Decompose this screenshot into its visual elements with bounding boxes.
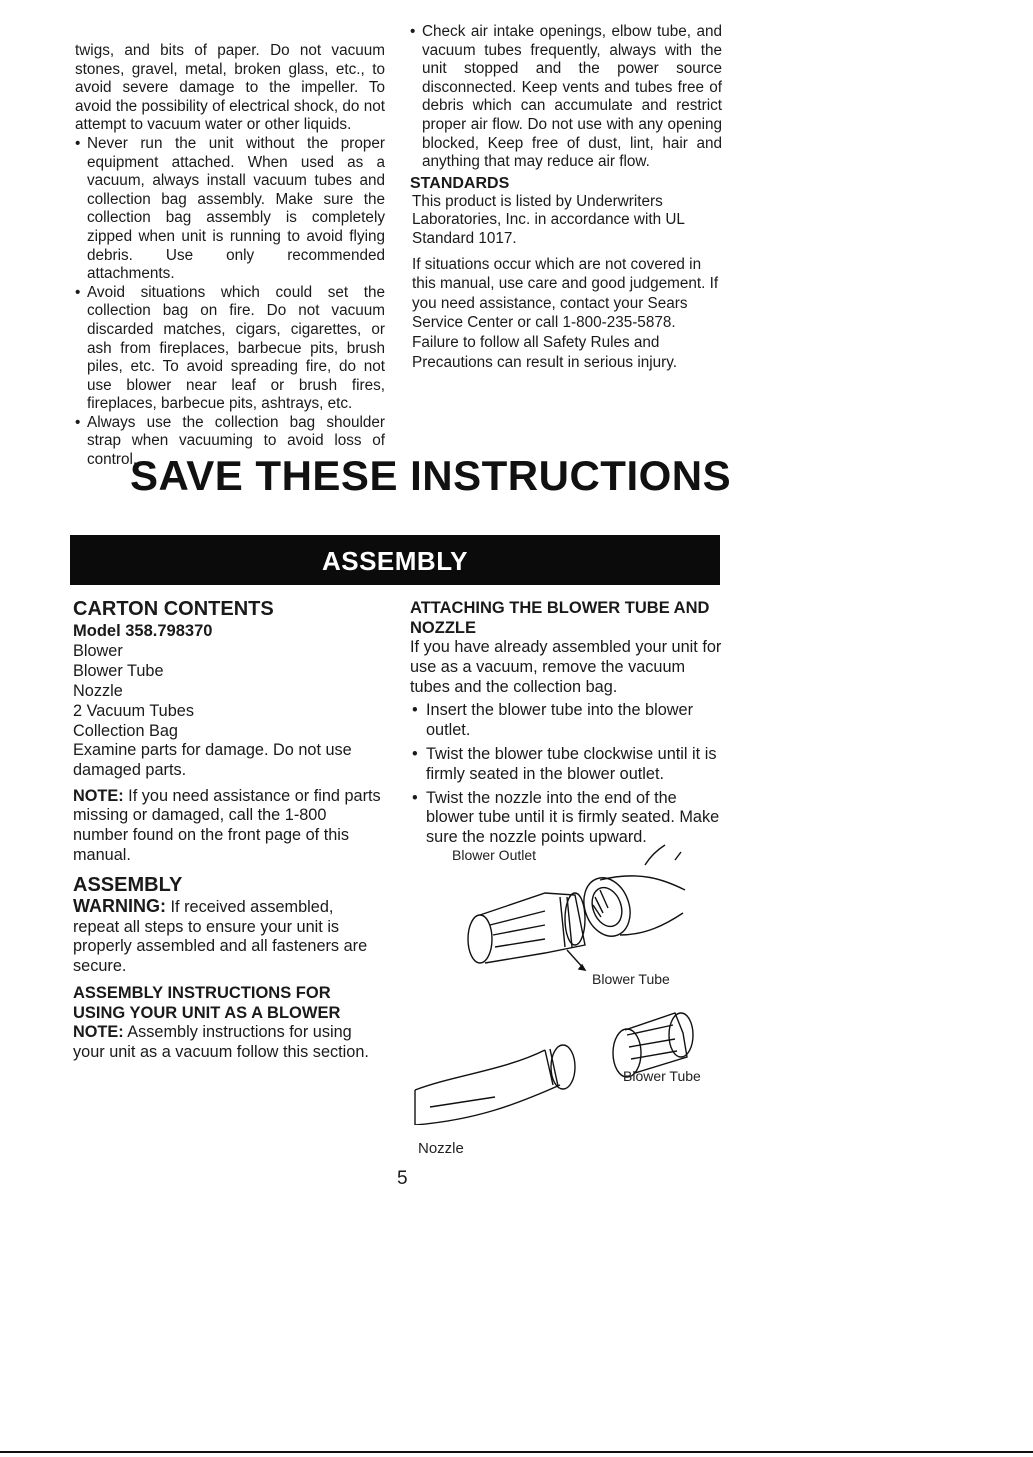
save-instructions-title: SAVE THESE INSTRUCTIONS: [130, 452, 732, 499]
bottom-rule: [0, 1451, 1033, 1453]
blower-tube-label-lower: Blower Tube: [623, 1068, 701, 1084]
carton-item: Blower: [73, 642, 123, 660]
page-number: 5: [397, 1168, 408, 1189]
assembly-note: [73, 1023, 383, 1063]
attaching-intro: If you have already assembled your unit for use as a vacuum, remove the vacuum tubes and the collection bag.: [410, 638, 722, 696]
assembly-heading: ASSEMBLY: [73, 873, 183, 896]
attaching-heading: ATTACHING THE BLOWER TUBE AND NOZZLE: [410, 599, 710, 637]
note-text: Assembly instructions for using your unit as a vacuum follow this section.: [73, 1022, 369, 1061]
safety-bullet: • Never run the unit without the proper equipment attached. When used as a vacuum, always install vacuum tubes and collection bag assembly. Make sure the collection bag assembly is completely zipped when unit is running to avoid flying debris. Use only recommended attachments.: [75, 135, 385, 284]
blower-outlet-drawing: [576, 845, 685, 943]
safety-bullet: • Avoid situations which could set the collection bag on fire. Do not vacuum discarded matches, cigars, cigarettes, or ash from fireplaces, barbecue pits, brush piles, etc. To avoid spreading fire, do not use blower near leaf or brush fires, fireplaces, barbecue pits, ashtrays, etc.: [75, 284, 385, 414]
assembly-warning: [73, 897, 383, 977]
blower-outlet-label: Blower Outlet: [452, 847, 537, 863]
attaching-step: • Insert the blower tube into the blower outlet.: [410, 701, 722, 741]
attaching-steps: [410, 701, 722, 848]
warning-label: WARNING:: [73, 895, 166, 916]
blower-instructions-heading: ASSEMBLY INSTRUCTIONS FOR USING YOUR UNIT AS A BLOWER: [73, 983, 341, 1022]
blower-tube-label: Blower Tube: [592, 971, 670, 987]
carton-contents-section: [73, 598, 383, 1063]
safety-bullet-list: [75, 135, 385, 470]
warning-text: If received assembled, repeat all steps to ensure your unit is properly assembled and all fasteners are secure.: [73, 897, 368, 976]
standards-heading: STANDARDS: [410, 174, 510, 192]
note-label: NOTE:: [73, 1022, 124, 1041]
assembly-banner: ASSEMBLY: [70, 535, 720, 585]
attaching-step: • Twist the blower tube clockwise until it is firmly seated in the blower outlet.: [410, 745, 722, 785]
carton-item: Blower Tube: [73, 662, 164, 680]
carton-note: [73, 787, 383, 866]
safety-paragraph: twigs, and bits of paper. Do not vacuum stones, gravel, metal, broken glass, etc., to avoid severe damage to the impeller. To avoid the possibility of electrical shock, do not attempt to vacuum water or other liquids.: [75, 42, 385, 134]
carton-item: 2 Vacuum Tubes: [73, 702, 194, 720]
safety-bullet: • Check air intake openings, elbow tube, and vacuum tubes frequently, always with the unit stopped and the power source disconnected. Keep vents and tubes free of debris which can accumulate and restrict proper air flow. Do not use with any opening blocked, Keep free of dust, lint, hair and anything that may reduce air flow.: [410, 23, 722, 172]
standards-text: This product is listed by Underwriters Laboratories, Inc. in accordance with UL Standard 1017.: [412, 192, 685, 247]
situations-text: If situations occur which are not covered in this manual, use care and good judgement. If you need assistance, contact your Sears Service Center or call 1-800-235-5878. Failure to follow all Safety Rules and Precautions can result in serious injury.: [412, 255, 719, 371]
note-text: If you need assistance or find parts missing or damaged, call the 1-800 number found on the front page of this manual.: [73, 786, 381, 864]
attaching-step: • Twist the nozzle into the end of the blower tube until it is firmly seated. Make sure the nozzle points upward.: [410, 789, 722, 848]
model-number: Model 358.798370: [73, 622, 213, 640]
attaching-section: [410, 598, 722, 852]
carton-contents-heading: CARTON CONTENTS: [73, 598, 274, 620]
upper-blower-tube-drawing: [468, 893, 585, 963]
nozzle-label: Nozzle: [418, 1140, 464, 1157]
carton-item: Collection Bag: [73, 722, 178, 740]
nozzle-drawing: [415, 1045, 575, 1125]
safety-bullet-list-right: [410, 23, 722, 172]
carton-item: Nozzle: [73, 682, 123, 700]
safety-left-column: [75, 42, 385, 470]
safety-right-column: [410, 23, 722, 372]
note-label: NOTE:: [73, 786, 124, 805]
examine-text: Examine parts for damage. Do not use damaged parts.: [73, 741, 352, 779]
safety-bullet: • Always use the collection bag shoulder strap when vacuuming to avoid loss of control.: [75, 414, 385, 470]
